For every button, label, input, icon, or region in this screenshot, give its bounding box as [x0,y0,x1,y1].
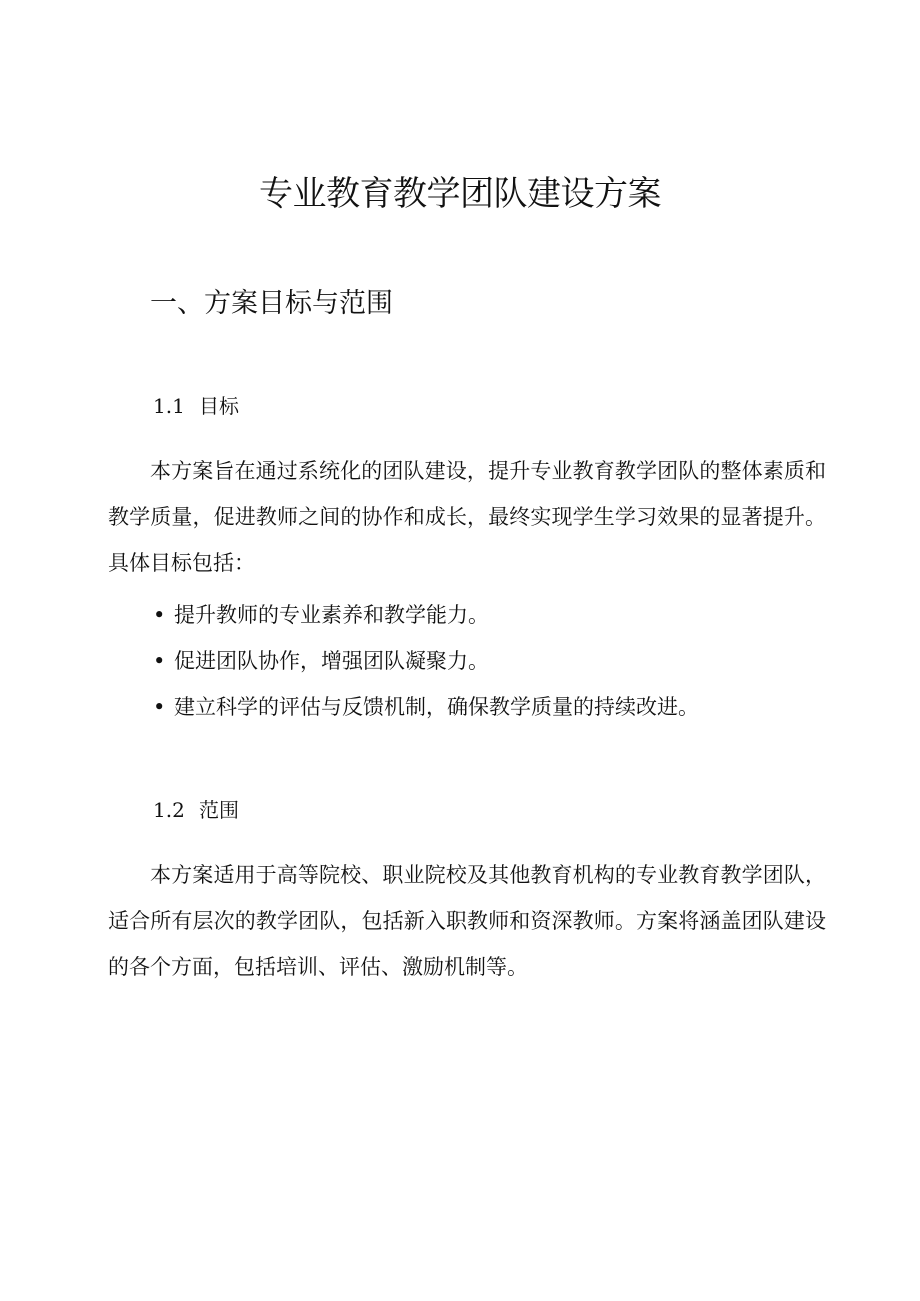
subsection-number: 1.2 [153,798,185,822]
list-item [150,592,699,638]
goal-paragraph: 本方案旨在通过系统化的团队建设，提升专业教育教学团队的整体素质和教学质量，促进教师之间的协作和成长，最终实现学生学习效果的显著提升。具体目标包括： [108,459,826,575]
subsection-heading-goal [153,392,239,420]
list-item [150,638,699,684]
list-item [150,684,699,730]
list-item-text: 建立科学的评估与反馈机制，确保教学质量的持续改进。 [174,695,699,719]
bullet-icon: • [153,649,166,673]
bullet-icon: • [153,695,166,719]
scope-paragraph: 本方案适用于高等院校、职业院校及其他教育机构的专业教育教学团队，适合所有层次的教学团队，包括新入职教师和资深教师。方案将涵盖团队建设的各个方面，包括培训、评估、激励机制等。 [108,863,826,979]
list-item-text: 促进团队协作，增强团队凝聚力。 [174,649,489,673]
subsection-heading-scope [153,796,239,824]
bullet-icon: • [153,603,166,627]
subsection-number: 1.1 [153,394,185,418]
list-item-text: 提升教师的专业素养和教学能力。 [174,603,489,627]
document-title: 专业教育教学团队建设方案 [259,174,661,214]
subsection-title: 目标 [199,394,239,418]
subsection-title: 范围 [199,798,239,822]
section-heading-1: 一、方案目标与范围 [150,288,393,319]
goal-list [150,592,699,730]
